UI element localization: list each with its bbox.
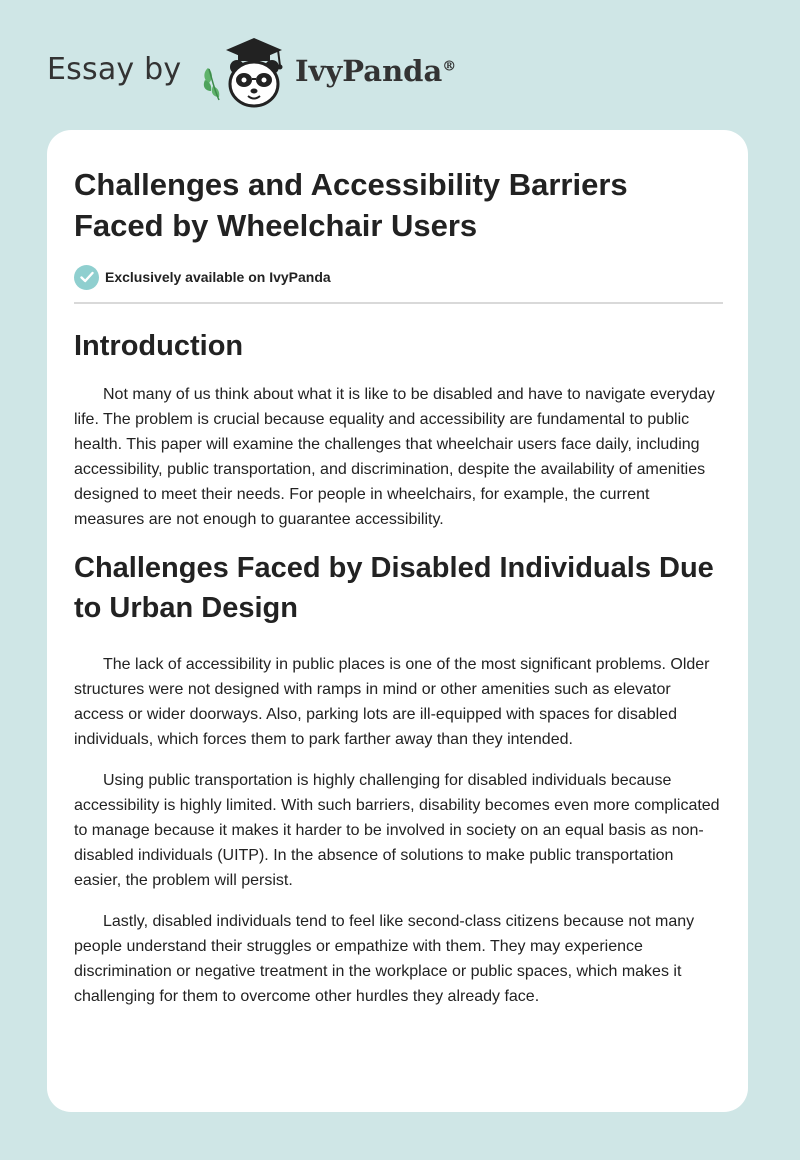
site-header <box>47 34 527 110</box>
paragraph: Not many of us think about what it is like to be disabled and have to navigate everyday life. The problem is crucial because equality and accessibility are fundamental to public health. This paper will examine the challenges that wheelchair users face daily, including accessibility, public transportation, and discrimination, despite the availability of amenities designed to meet their needs. For people in wheelchairs, for example, the current measures are not enough to guarantee accessibility. <box>74 386 715 528</box>
title-divider <box>74 302 723 304</box>
ivy-leaf-icon <box>204 68 219 100</box>
essay-by-label: Essay by <box>47 52 182 87</box>
paragraph: The lack of accessibility in public places is one of the most significant problems. Older structures were not designed with ramps in mind or other amenities such as elevator access or wider doorways. Also, parking lots are ill-equipped with spaces for disabled individuals, which forces them to park farther away than they intended. <box>74 656 710 748</box>
essay-card <box>47 130 748 1112</box>
essay-title: Challenges and Accessibility Barriers Faced by Wheelchair Users <box>74 167 628 243</box>
paragraph: Using public transportation is highly challenging for disabled individuals because accessibility is highly limited. With such barriers, disability becomes even more complicated to manage because it makes it harder to be involved in society on an equal basis as non-disabled individuals (UITP). In the absence of solutions to make public transportation easier, the problem will persist. <box>74 772 720 889</box>
brand-name[interactable] <box>295 54 456 88</box>
exclusive-badge <box>74 264 331 290</box>
panda-logo-icon[interactable] <box>202 34 294 110</box>
brand-name-text: IvyPanda <box>295 54 443 88</box>
check-circle-icon <box>74 265 99 290</box>
exclusive-badge-text: Exclusively available on IvyPanda <box>105 269 331 285</box>
registered-mark: ® <box>442 58 457 75</box>
essay-content <box>74 326 724 1009</box>
section-heading-introduction: Introduction <box>74 330 244 362</box>
paragraph: Lastly, disabled individuals tend to feel like second-class citizens because not many people understand their struggles or empathize with them. They may experience discrimination or negative treatment in the workplace or public spaces, which makes it challenging for them to overcome other hurdles they already face. <box>74 913 695 1005</box>
section-heading-urban-design: Challenges Faced by Disabled Individuals Due to Urban Design <box>74 552 714 624</box>
